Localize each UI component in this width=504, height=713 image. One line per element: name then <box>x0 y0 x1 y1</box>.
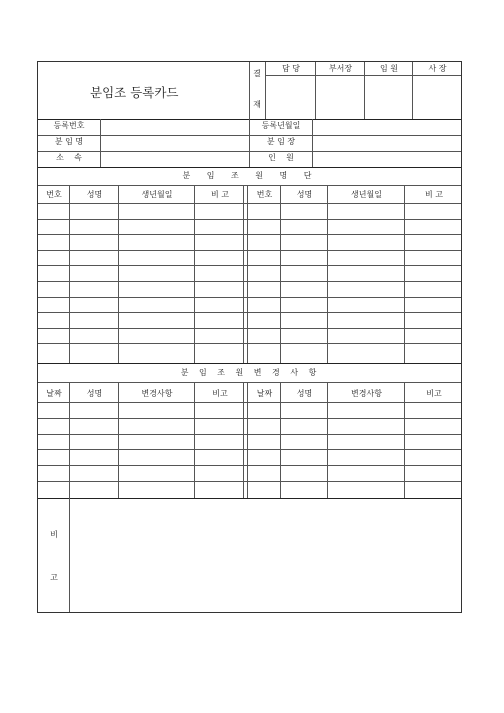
grid-line <box>404 382 405 498</box>
grid-line <box>38 481 461 482</box>
grid-line <box>265 62 266 119</box>
grid-line <box>69 498 70 612</box>
roster-col-name: 성명 <box>86 190 103 199</box>
roster-col-note-right: 비 고 <box>425 190 443 199</box>
changes-col-date: 날짜 <box>46 389 62 398</box>
approver-manager: 담 당 <box>282 64 300 73</box>
grid-line <box>312 119 313 167</box>
grid-line <box>38 250 461 251</box>
page-title: 분임조 등록카드 <box>90 85 179 100</box>
changes-col-note-right: 비고 <box>426 389 442 398</box>
grid-line <box>38 219 461 220</box>
grid-line <box>38 382 461 383</box>
grid-line <box>100 119 101 167</box>
grid-line <box>247 185 248 363</box>
changes-col-note: 비고 <box>212 389 228 398</box>
grid-line <box>327 185 328 363</box>
grid-line <box>412 62 413 119</box>
label-reg-date: 등록년월일 <box>261 121 301 130</box>
grid-line <box>38 203 461 204</box>
grid-line <box>194 185 195 363</box>
grid-line <box>249 62 250 119</box>
roster-col-no: 번호 <box>46 190 62 199</box>
grid-line <box>38 498 461 499</box>
grid-line <box>38 328 461 329</box>
roster-col-birth-right: 생년월일 <box>351 190 382 199</box>
remarks-label-bottom: 고 <box>50 573 58 582</box>
grid-line <box>265 75 461 76</box>
roster-heading: 분 임 조 원 명 단 <box>182 171 319 180</box>
label-dept: 소 속 <box>56 153 82 162</box>
roster-col-birth: 생년월일 <box>141 190 173 199</box>
grid-line <box>38 312 461 313</box>
changes-col-name-right: 성명 <box>296 389 313 398</box>
changes-col-change: 변경사항 <box>141 389 173 398</box>
grid-line <box>404 185 405 363</box>
approval-label-bottom: 재 <box>253 100 261 109</box>
grid-line <box>38 281 461 282</box>
label-members: 인 원 <box>268 153 294 162</box>
grid-line <box>243 185 244 363</box>
grid-line <box>38 434 461 435</box>
changes-col-change-right: 변경사항 <box>351 389 382 398</box>
grid-line <box>243 382 244 498</box>
remarks-label-top: 비 <box>50 530 58 539</box>
roster-col-no-right: 번호 <box>256 190 273 199</box>
grid-line <box>38 402 461 403</box>
grid-line <box>118 382 119 498</box>
grid-line <box>38 343 461 344</box>
registration-card-form <box>37 61 462 613</box>
grid-line <box>69 382 70 498</box>
grid-line <box>38 297 461 298</box>
label-group-name: 분 임 명 <box>54 137 84 146</box>
grid-line <box>38 363 461 364</box>
grid-line <box>38 185 461 186</box>
changes-col-date-right: 날짜 <box>256 389 273 398</box>
approver-dept-head: 부서장 <box>328 64 353 73</box>
grid-line <box>249 119 250 167</box>
grid-line <box>364 62 365 119</box>
changes-col-name: 성명 <box>86 389 103 398</box>
label-reg-no: 등록번호 <box>53 121 85 130</box>
grid-line <box>280 382 281 498</box>
approval-label-top: 결 <box>253 69 261 78</box>
grid-line <box>69 185 70 363</box>
approver-president: 사 장 <box>428 64 447 73</box>
roster-col-name-right: 성명 <box>296 190 313 199</box>
roster-col-note: 비 고 <box>211 190 229 199</box>
grid-line <box>247 382 248 498</box>
grid-line <box>194 382 195 498</box>
grid-line <box>118 185 119 363</box>
label-leader: 분 임 장 <box>266 137 296 146</box>
grid-line <box>38 465 461 466</box>
grid-line <box>38 449 461 450</box>
grid-line <box>315 62 316 119</box>
grid-line <box>38 167 461 168</box>
changes-heading: 분 임 조 원 변 경 사 항 <box>180 368 321 377</box>
grid-line <box>38 265 461 266</box>
grid-line <box>327 382 328 498</box>
grid-line <box>280 185 281 363</box>
grid-line <box>38 234 461 235</box>
grid-line <box>38 418 461 419</box>
approver-executive: 임 원 <box>380 64 398 73</box>
